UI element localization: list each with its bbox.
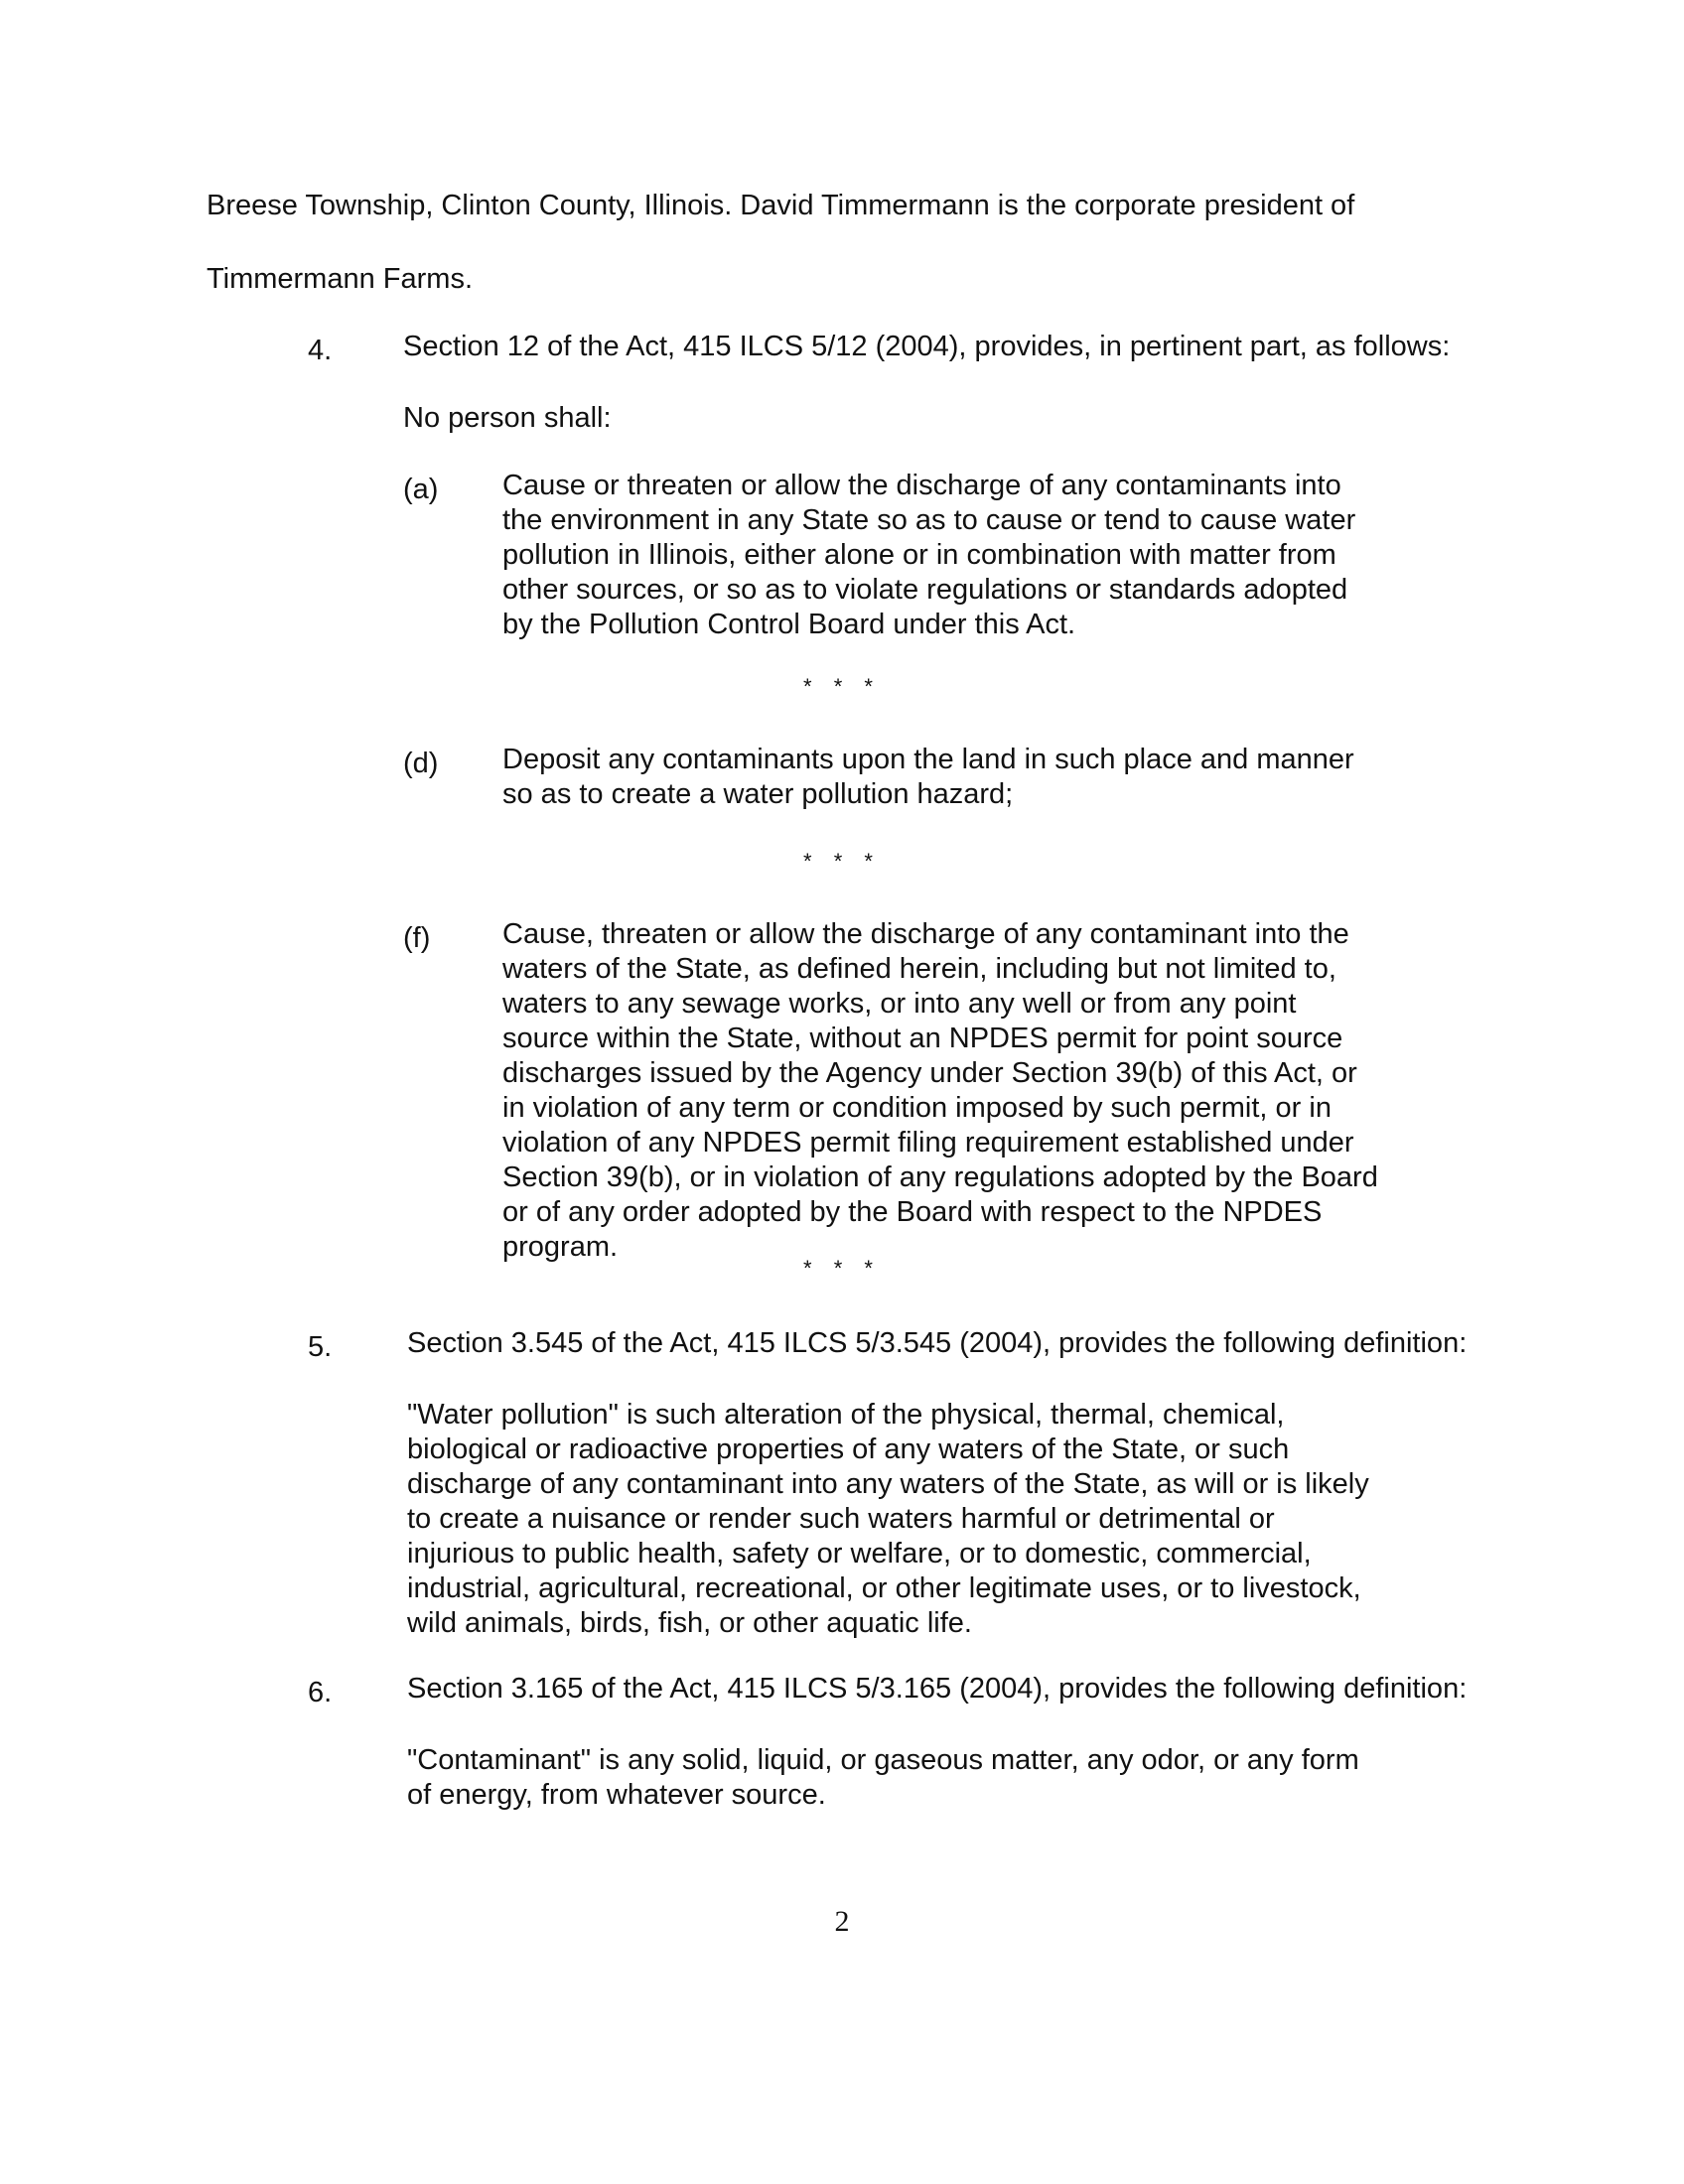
separator-stars: * * * [803, 674, 881, 699]
item-f-line: source within the State, without an NPDES permit for point source [502, 1023, 1343, 1054]
quote-line: injurious to public health, safety or welfare, or to domestic, commercial, [407, 1538, 1312, 1570]
item-f-line: waters of the State, as defined herein, including but not limited to, [502, 953, 1336, 985]
item-a-line: pollution in Illinois, either alone or in combination with matter from [502, 539, 1336, 571]
quote-line: "Contaminant" is any solid, liquid, or gaseous matter, any odor, or any form [407, 1744, 1359, 1776]
item-f-line: or of any order adopted by the Board with respect to the NPDES [502, 1196, 1323, 1228]
item-a-line: by the Pollution Control Board under this Act. [502, 609, 1076, 640]
item-f-text [502, 917, 1378, 1265]
para-4-number: 4. [308, 335, 333, 366]
page-number: 2 [834, 1905, 850, 1938]
item-f-label: (f) [403, 922, 431, 954]
item-a-text [502, 469, 1355, 642]
quote-line: biological or radioactive properties of any waters of the State, or such [407, 1433, 1290, 1465]
para-4-lead: No person shall: [403, 402, 612, 434]
item-d-label: (d) [403, 748, 439, 779]
item-a-line: Cause or threaten or allow the discharge of any contaminants into [502, 470, 1341, 501]
separator-stars: * * * [803, 849, 881, 874]
item-f-line: violation of any NPDES permit filing requirement established under [502, 1127, 1354, 1159]
item-f-line: discharges issued by the Agency under Section 39(b) of this Act, or [502, 1057, 1357, 1089]
quote-line: industrial, agricultural, recreational, or other legitimate uses, or to livestock, [407, 1572, 1361, 1604]
item-a-line: the environment in any State so as to cause or tend to cause water [502, 504, 1356, 536]
item-a-label: (a) [403, 474, 439, 505]
item-d-text [502, 743, 1354, 812]
item-f-line: program. [502, 1231, 619, 1263]
para-5-text: Section 3.545 of the Act, 415 ILCS 5/3.545 (2004), provides the following definition: [407, 1327, 1468, 1359]
separator-stars: * * * [803, 1256, 881, 1281]
quote-line: of energy, from whatever source. [407, 1779, 826, 1811]
para-6-text: Section 3.165 of the Act, 415 ILCS 5/3.165 (2004), provides the following definition: [407, 1673, 1468, 1705]
para-6-number: 6. [308, 1677, 333, 1708]
para-5-number: 5. [308, 1331, 333, 1363]
intro-line-1: Breese Township, Clinton County, Illinois. David Timmermann is the corporate president of [207, 190, 1355, 221]
quote-line: wild animals, birds, fish, or other aquatic life. [407, 1607, 972, 1639]
quote-line: discharge of any contaminant into any waters of the State, as will or is likely [407, 1468, 1369, 1500]
item-f-line: in violation of any term or condition imposed by such permit, or in [502, 1092, 1332, 1124]
item-d-line: Deposit any contaminants upon the land in such place and manner [502, 744, 1354, 775]
item-d-line: so as to create a water pollution hazard; [502, 778, 1014, 810]
item-f-line: waters to any sewage works, or into any well or from any point [502, 988, 1297, 1020]
quote-line: to create a nuisance or render such waters harmful or detrimental or [407, 1503, 1275, 1535]
item-f-line: Cause, threaten or allow the discharge of any contaminant into the [502, 918, 1349, 950]
item-f-line: Section 39(b), or in violation of any regulations adopted by the Board [502, 1161, 1378, 1193]
para-4-text: Section 12 of the Act, 415 ILCS 5/12 (2004), provides, in pertinent part, as follows: [403, 331, 1451, 362]
item-a-line: other sources, or so as to violate regulations or standards adopted [502, 574, 1348, 606]
para-6-quote [407, 1743, 1359, 1813]
para-5-quote [407, 1398, 1369, 1641]
intro-line-2: Timmermann Farms. [207, 263, 473, 295]
quote-line: "Water pollution" is such alteration of the physical, thermal, chemical, [407, 1399, 1285, 1431]
